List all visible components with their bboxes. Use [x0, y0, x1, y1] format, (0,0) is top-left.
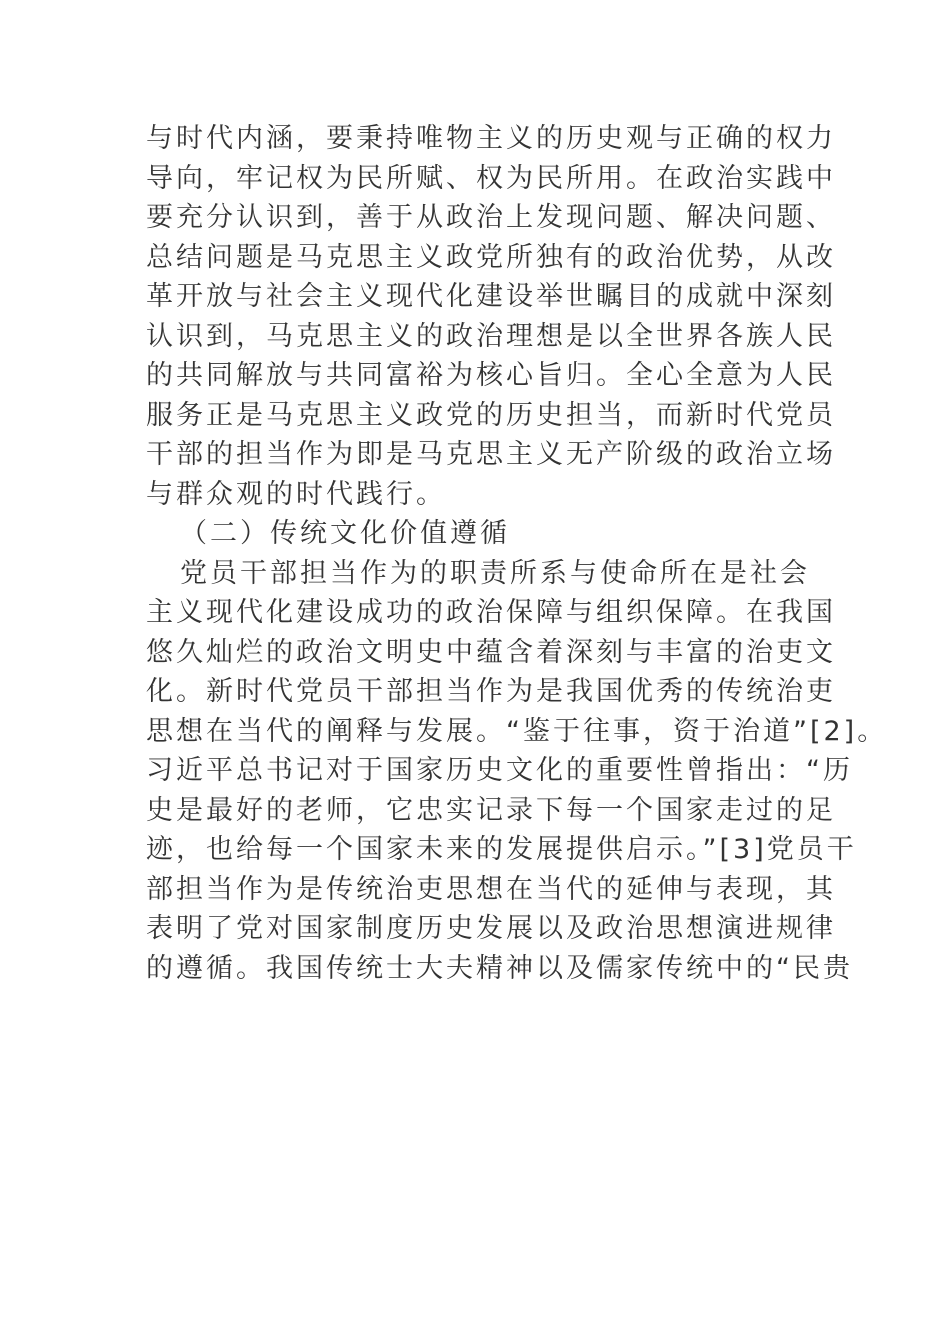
text-line: 史是最好的老师，它忠实记录下每一个国家走过的足 — [146, 794, 836, 826]
text-line: 的遵循。我国传统士大夫精神以及儒家传统中的“民贵 — [146, 952, 853, 984]
text-line: 迹，也给每一个国家未来的发展提供启示。”[3]党员干 — [146, 834, 857, 865]
text-line: 党员干部担当作为的职责所系与使命所在是社会 — [180, 557, 810, 589]
text-line: 导向，牢记权为民所赋、权为民所用。在政治实践中 — [146, 162, 836, 194]
text-line: 思想在当代的阐释与发展。“鉴于往事，资于治道”[2]。 — [146, 715, 888, 747]
text-line: 认识到，马克思主义的政治理想是以全世界各族人民 — [146, 320, 836, 352]
text-line: 习近平总书记对于国家历史文化的重要性曾指出：“历 — [146, 755, 853, 786]
text-line: 要充分认识到，善于从政治上发现问题、解决问题、 — [146, 202, 836, 233]
text-line: 表明了党对国家制度历史发展以及政治思想演进规律 — [146, 913, 836, 944]
text-line: 主义现代化建设成功的政治保障与组织保障。在我国 — [146, 597, 836, 628]
text-line: 化。新时代党员干部担当作为是我国优秀的传统治吏 — [146, 676, 836, 707]
text-line: 与群众观的时代践行。 — [146, 478, 446, 510]
section-heading: （二）传统文化价值遵循 — [180, 518, 510, 549]
text-line: 革开放与社会主义现代化建设举世瞩目的成就中深刻 — [146, 281, 836, 312]
text-line: 服务正是马克思主义政党的历史担当，而新时代党员 — [146, 399, 836, 431]
text-line: 部担当作为是传统治吏思想在当代的延伸与表现，其 — [146, 873, 836, 905]
text-line: 的共同解放与共同富裕为核心旨归。全心全意为人民 — [146, 360, 836, 391]
text-line: 与时代内涵，要秉持唯物主义的历史观与正确的权力 — [146, 123, 836, 154]
text-line: 干部的担当作为即是马克思主义无产阶级的政治立场 — [146, 439, 836, 470]
text-line: 悠久灿烂的政治文明史中蕴含着深刻与丰富的治吏文 — [146, 636, 836, 668]
text-line: 总结问题是马克思主义政党所独有的政治优势，从改 — [146, 241, 836, 273]
body-text — [146, 119, 888, 988]
